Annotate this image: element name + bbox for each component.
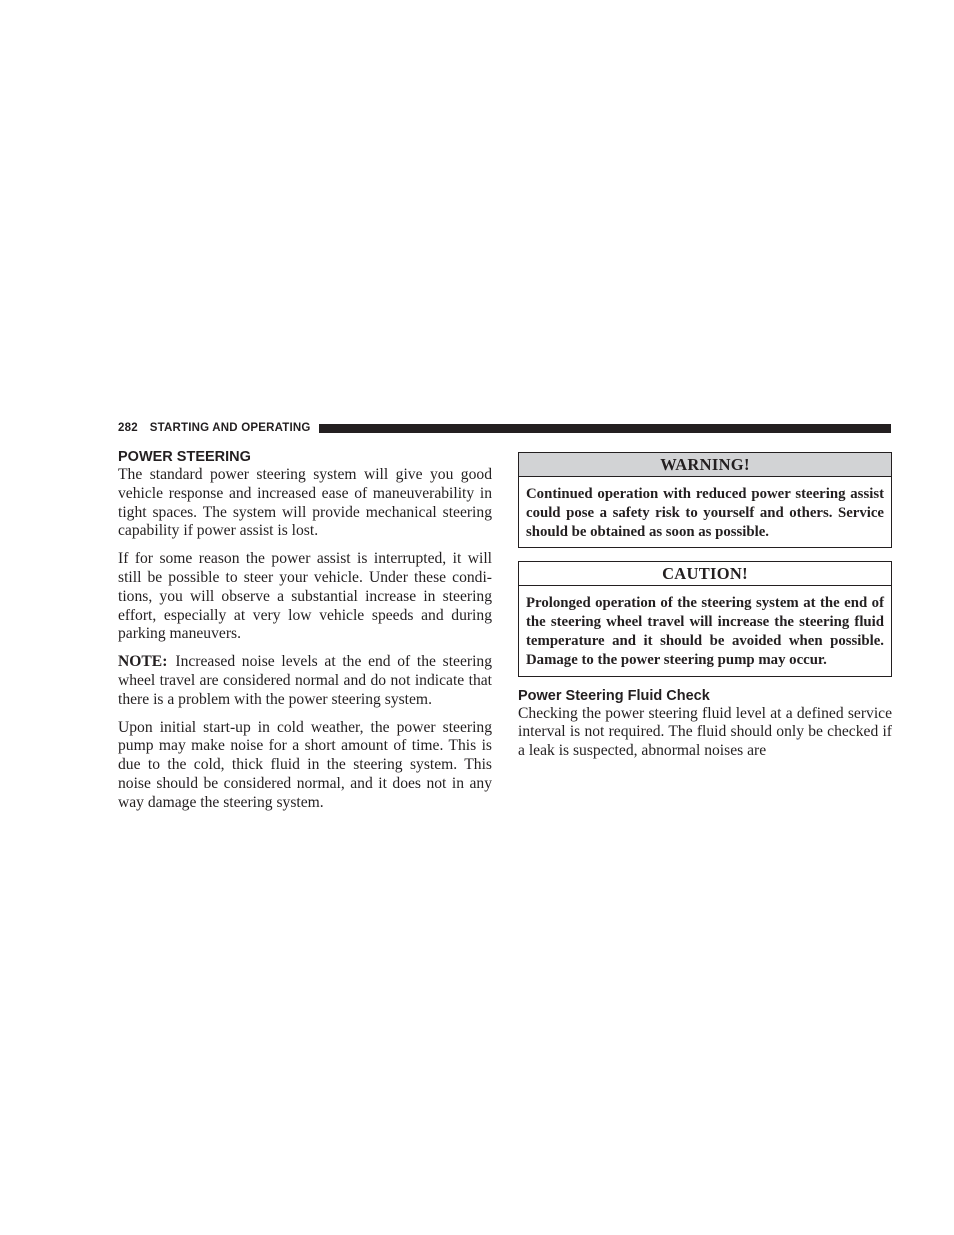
page-header bbox=[118, 420, 891, 436]
note-paragraph bbox=[118, 653, 492, 709]
note-text: Increased noise levels at the end of the steering wheel travel are considered normal and do not indicate that there is a problem with the power steering system. bbox=[118, 653, 492, 708]
power-steering-heading: POWER STEERING bbox=[118, 449, 251, 465]
note-label: NOTE: bbox=[118, 653, 168, 671]
right-column bbox=[518, 452, 892, 770]
fluid-check-heading: Power Steering Fluid Check bbox=[518, 687, 710, 704]
warning-title: WARNING! bbox=[519, 453, 891, 477]
cold-weather-paragraph: Upon initial start-up in cold weather, the power steering pump may make noise for a short amount of time. This is due to the cold, thick fluid in the steering system. This noise should be considered normal, and it does not in any way damage the steering system. bbox=[118, 718, 492, 811]
caution-text: Prolonged operation of the steering system at the end of the steering wheel travel will increase the steering fluid temperature and it should be avoided when possible. Damage to the power steering pump may occur. bbox=[526, 595, 884, 668]
left-column bbox=[118, 448, 492, 822]
power-assist-paragraph: If for some reason the power assist is interrupted, it will still be possible to steer your vehicle. Under these conditions, you will observe a substantial increase in steering effort, especially at very low vehicle speeds and during parking maneuvers. bbox=[118, 550, 492, 643]
caution-title: CAUTION! bbox=[519, 562, 891, 586]
section-title: STARTING AND OPERATING bbox=[149, 422, 311, 434]
page-number: 282 bbox=[118, 422, 138, 434]
warning-text: Continued operation with reduced power steering assist could pose a safety risk to yourself and others. Service should be obtained as soon as possible. bbox=[526, 486, 884, 540]
warning-box bbox=[518, 452, 892, 548]
fluid-check-paragraph: Checking the power steering fluid level at a defined service interval is not required. The fluid should only be checked if a leak is suspected, abnormal noises are bbox=[518, 704, 892, 760]
header-rule bbox=[319, 424, 891, 433]
caution-box bbox=[518, 561, 892, 676]
intro-paragraph: The standard power steering system will give you good vehicle response and increased ease of maneuverability in tight spaces. The system will provide mechanical steering capability if power assist is lost. bbox=[118, 466, 492, 540]
